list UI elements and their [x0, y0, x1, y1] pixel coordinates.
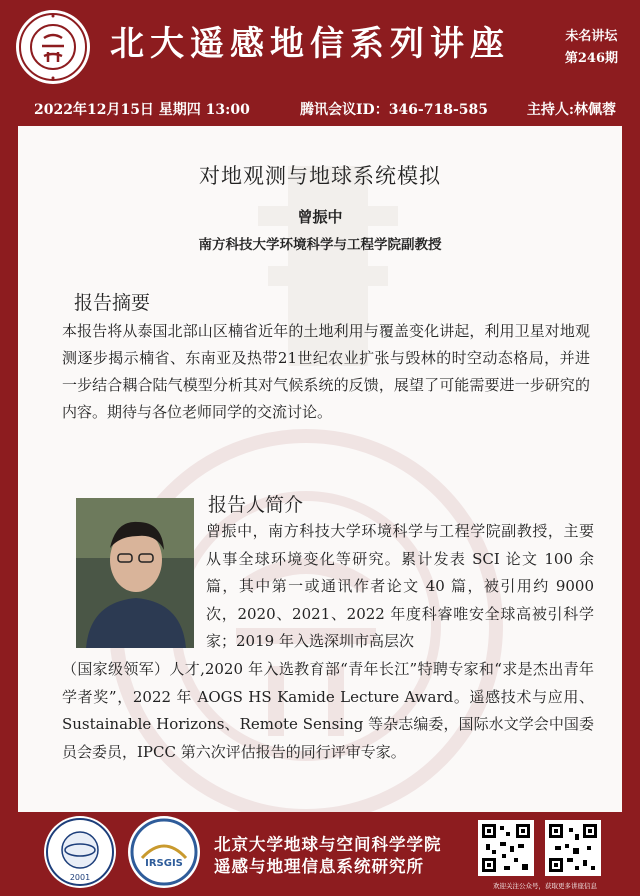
- talk-title: 对地观测与地球系统模拟: [199, 164, 441, 188]
- meeting-id: 腾讯会议ID：346-718-585: [300, 102, 488, 118]
- logo-year: 2001: [69, 873, 91, 882]
- forum-name: 未名讲坛: [565, 29, 618, 44]
- forum-badge: [565, 26, 618, 70]
- issue-number: 第246期: [564, 51, 618, 66]
- qr-caption: 欢迎关注公众号，获取更多讲座信息: [493, 882, 597, 890]
- series-title: 北大遥感地信系列讲座: [110, 24, 510, 64]
- footer: [0, 812, 640, 896]
- host: 主持人:林佩蓉: [526, 102, 616, 118]
- abstract-heading: 报告摘要: [74, 292, 151, 314]
- header: [0, 0, 640, 90]
- speaker-name: 曾振中: [297, 208, 343, 226]
- school-name: 北京大学地球与空间科学学院: [214, 835, 442, 854]
- speaker-photo: [76, 498, 194, 648]
- irsgis-logo: [126, 814, 202, 890]
- speaker-affiliation: 南方科技大学环境科学与工程学院副教授: [198, 237, 442, 253]
- event-datetime: 2022年12月15日 星期四 13:00: [34, 102, 250, 118]
- qr-code-icon[interactable]: [545, 820, 601, 876]
- bio-text-bottom: （国家级领军）人才,2020 年入选教育部“青年长江”特聘专家和“求是杰出青年学者奖”，2022 年 AOGS HS Kamide Lecture Award。遥感技术与应用、Sustainable Horizons、Remote Sensing 等杂志编委，国际水文学会中国委员会委员，IPCC 第六次评估报告的同行评审专家。: [62, 660, 594, 761]
- institute-name: 遥感与地理信息系统研究所: [214, 857, 424, 876]
- bio-text-top: 曾振中，南方科技大学环境科学与工程学院副教授，主要从事全球环境变化等研究。累计发表 SCI 论文 100 余篇，其中第一或通讯作者论文 40 篇，被引用约 9000 次，2020、2021、2022 年度科睿唯安全球高被引科学家；2019 年入选深圳市高层次: [206, 522, 594, 650]
- bio-heading: 报告人简介: [208, 494, 304, 516]
- school-logo: [42, 814, 118, 890]
- info-bar: [0, 90, 640, 126]
- abstract-text: 本报告将从泰国北部山区楠省近年的土地利用与覆盖变化讲起，利用卫星对地观测逐步揭示楠省、东南亚及热带21世纪农业扩张与毁林的时空动态格局，并进一步结合耦合陆气模型分析其对气候系统的反馈，展望了可能需要进一步研究的内容。期待与各位老师同学的交流讨论。: [62, 322, 590, 421]
- logo-label: IRSGIS: [145, 858, 183, 869]
- content-panel: [18, 126, 622, 812]
- qr-code-icon[interactable]: [478, 820, 534, 876]
- peking-university-logo: [14, 8, 92, 86]
- institution-name: [214, 834, 442, 878]
